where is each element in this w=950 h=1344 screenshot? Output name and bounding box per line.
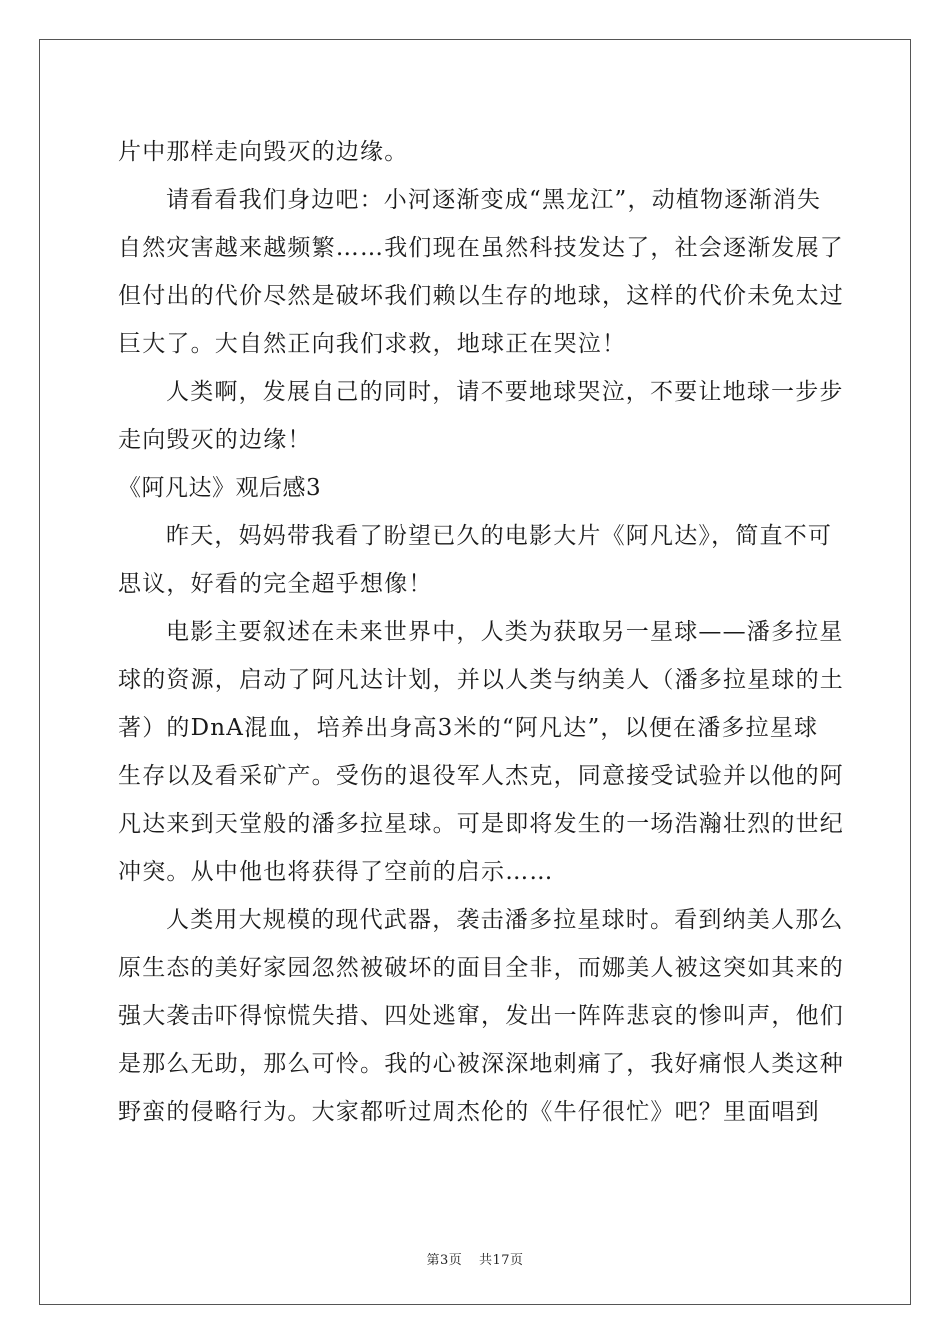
- page-total: 共17页: [478, 1253, 524, 1268]
- page-footer: [0, 1249, 950, 1268]
- text-line: 但付出的代价尽然是破坏我们赖以生存的地球，这样的代价未免太过: [118, 283, 844, 309]
- text-line: 自然灾害越来越频繁……我们现在虽然科技发达了，社会逐渐发展了: [118, 235, 844, 261]
- text-line: 走向毁灭的边缘！: [118, 427, 312, 453]
- text-line: 凡达来到天堂般的潘多拉星球。可是即将发生的一场浩瀚壮烈的世纪: [118, 811, 844, 837]
- text-line: 人类用大规模的现代武器，袭击潘多拉星球时。看到纳美人那么: [166, 907, 844, 933]
- text-line: 原生态的美好家园忽然被破坏的面目全非，而娜美人被这突如其来的: [118, 955, 844, 981]
- text-line: 野蛮的侵略行为。大家都听过周杰伦的《牛仔很忙》吧？里面唱到: [118, 1099, 820, 1125]
- text-line: 电影主要叙述在未来世界中，人类为获取另一星球——潘多拉星: [166, 619, 844, 645]
- text-line: 巨大了。大自然正向我们求救，地球正在哭泣！: [118, 331, 627, 357]
- text-line: 球的资源，启动了阿凡达计划，并以人类与纳美人（潘多拉星球的土: [118, 667, 844, 693]
- text-line: 生存以及看采矿产。受伤的退役军人杰克，同意接受试验并以他的阿: [118, 763, 844, 789]
- text-line: 著）的DnA混血，培养出身高3米的“阿凡达”，以便在潘多拉星球: [118, 715, 819, 741]
- text-line: 是那么无助，那么可怜。我的心被深深地刺痛了，我好痛恨人类这种: [118, 1051, 844, 1077]
- text-line: 人类啊，发展自己的同时，请不要地球哭泣，不要让地球一步步: [166, 379, 844, 405]
- text-line: 思议，好看的完全超乎想像！: [118, 571, 433, 597]
- section-heading: 《阿凡达》观后感3: [118, 475, 322, 501]
- text-line: 强大袭击吓得惊慌失措、四处逃窜，发出一阵阵悲哀的惨叫声，他们: [118, 1003, 844, 1029]
- text-line: 昨天，妈妈带我看了盼望已久的电影大片《阿凡达》，简直不可: [166, 523, 833, 549]
- text-line: 冲突。从中他也将获得了空前的启示……: [118, 859, 554, 885]
- text-line: 请看看我们身边吧：小河逐渐变成“黑龙江”，动植物逐渐消失: [166, 187, 822, 213]
- document-body: [118, 128, 844, 1136]
- text-line: 片中那样走向毁灭的边缘。: [118, 139, 409, 165]
- page-number: 第3页: [426, 1253, 463, 1268]
